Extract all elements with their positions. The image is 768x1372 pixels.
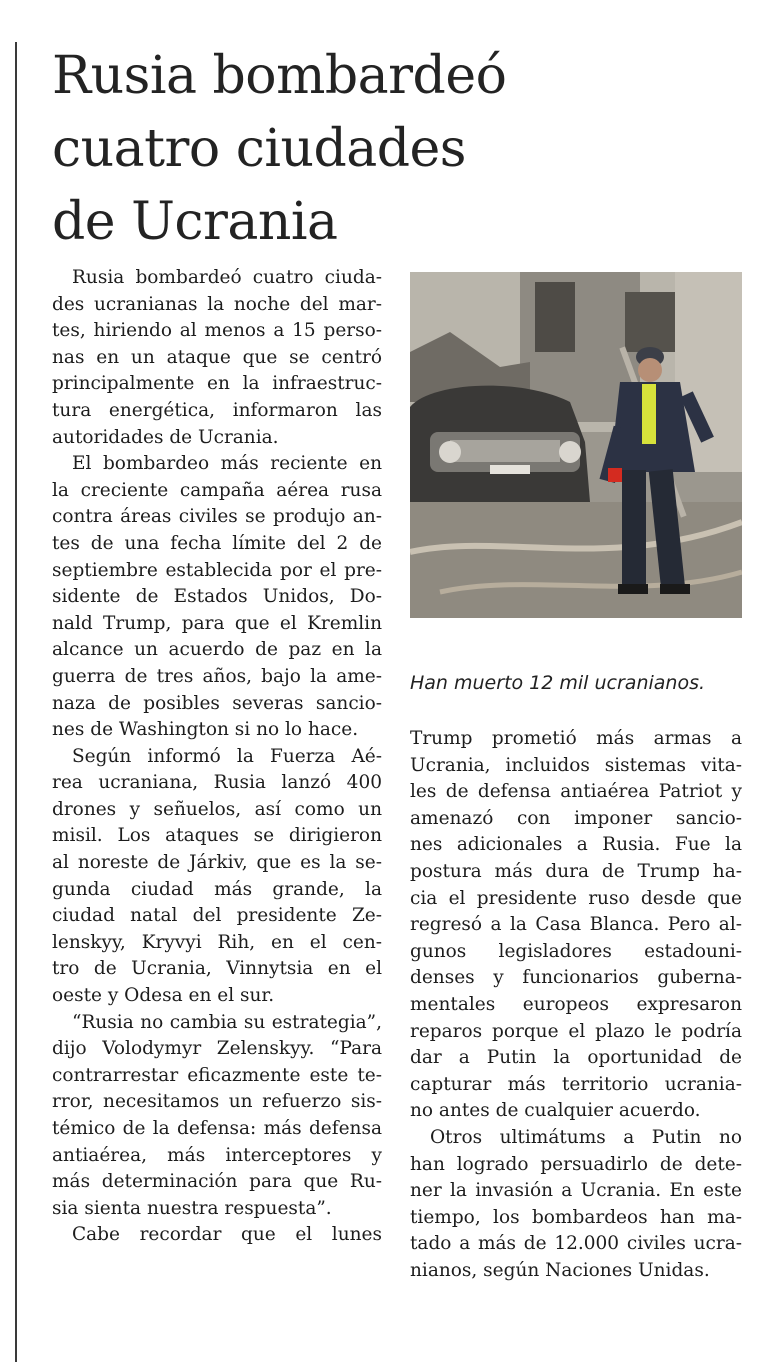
body-line: postura más dura de Trump ha- <box>410 860 742 882</box>
headline-line: Rusia bombardeó <box>52 46 507 106</box>
body-line: tro de Ucrania, Vinnytsia en el <box>52 958 382 980</box>
body-line: autoridades de Ucrania. <box>52 426 279 448</box>
body-line: rea ucraniana, Rusia lanzó 400 <box>52 772 382 794</box>
headline-line: de Ucrania <box>52 192 338 252</box>
body-line: tes de una fecha límite del 2 de <box>52 532 382 554</box>
body-line: dijo Volodymyr Zelenskyy. “Para <box>52 1038 382 1060</box>
body-line: no antes de cualquier acuerdo. <box>410 1100 701 1122</box>
photo-illustration <box>410 272 742 618</box>
body-line: Otros ultimátums a Putin no <box>430 1126 742 1148</box>
body-line: regresó a la Casa Blanca. Pero al- <box>410 914 742 936</box>
article-body-right-column <box>410 726 742 1284</box>
body-line: denses y funcionarios guberna- <box>410 967 742 989</box>
body-line: contrarrestar eficazmente este te- <box>52 1064 382 1086</box>
body-line: oeste y Odesa en el sur. <box>52 985 275 1007</box>
body-line: les de defensa antiaérea Patriot y <box>410 781 742 803</box>
body-line: nes adicionales a Rusia. Fue la <box>410 834 742 856</box>
body-line: contra áreas civiles se produjo an- <box>52 506 382 528</box>
body-line: sidente de Estados Unidos, Do- <box>52 586 382 608</box>
body-line: Rusia bombardeó cuatro ciuda- <box>72 267 382 288</box>
photo-caption: Han muerto 12 mil ucranianos. <box>410 672 706 694</box>
article-body-left-column <box>52 265 382 1249</box>
headline-line: cuatro ciudades <box>52 119 466 179</box>
body-line: reparos porque el plazo le podría <box>410 1020 742 1042</box>
rescue-worker-photo <box>410 272 742 618</box>
body-line: la creciente campaña aérea rusa <box>52 479 382 501</box>
body-line: mentales europeos expresaron <box>410 993 742 1015</box>
body-line: drones y señuelos, así como un <box>52 798 382 820</box>
body-line: han logrado persuadirlo de dete- <box>410 1153 742 1175</box>
body-line: guerra de tres años, bajo la ame- <box>52 665 382 687</box>
body-line: ciudad natal del presidente Ze- <box>52 905 382 927</box>
column-rule <box>15 42 17 1362</box>
body-line: Cabe recordar que el lunes <box>72 1224 382 1246</box>
body-line: nas en un ataque que se centró <box>52 346 382 368</box>
body-line: tiempo, los bombardeos han ma- <box>410 1206 742 1228</box>
body-line: lenskyy, Kryvyi Rih, en el cen- <box>52 931 382 953</box>
body-line: gunda ciudad más grande, la <box>52 878 382 900</box>
body-line: ner la invasión a Ucrania. En este <box>410 1180 742 1202</box>
body-line: principalmente en la infraestruc- <box>52 373 382 395</box>
body-line: El bombardeo más reciente en <box>72 453 382 475</box>
body-line: septiembre establecida por el pre- <box>52 559 382 581</box>
body-line: cia el presidente ruso desde que <box>410 887 742 909</box>
body-line: nes de Washington si no lo hace. <box>52 719 359 741</box>
body-line: nald Trump, para que el Kremlin <box>52 612 382 634</box>
body-line: sia sienta nuestra respuesta”. <box>52 1197 332 1219</box>
body-line: témico de la defensa: más defensa <box>52 1118 382 1139</box>
body-line: dar a Putin la oportunidad de <box>410 1047 742 1069</box>
headline <box>52 40 732 259</box>
body-line: tura energética, informaron las <box>52 399 382 421</box>
body-line: naza de posibles severas sancio- <box>52 692 382 714</box>
body-line: misil. Los ataques se dirigieron <box>52 825 382 847</box>
body-line: al noreste de Járkiv, que es la se- <box>52 852 382 874</box>
body-line: gunos legisladores estadouni- <box>410 940 742 962</box>
body-line: amenazó con imponer sancio- <box>410 807 742 829</box>
body-line: tado a más de 12.000 civiles ucra- <box>410 1233 742 1255</box>
body-line: rror, necesitamos un refuerzo sis- <box>52 1091 382 1113</box>
body-line: más determinación para que Ru- <box>52 1171 382 1193</box>
body-line: “Rusia no cambia su estrategia”, <box>72 1011 382 1033</box>
body-line: Según informó la Fuerza Aé- <box>72 745 382 767</box>
body-line: tes, hiriendo al menos a 15 perso- <box>52 320 382 342</box>
body-line: capturar más territorio ucrania- <box>410 1073 742 1095</box>
body-line: des ucranianas la noche del mar- <box>52 293 382 315</box>
body-line: Trump prometió más armas a <box>410 728 742 749</box>
body-line: antiaérea, más interceptores y <box>52 1144 382 1166</box>
body-line: Ucrania, incluidos sistemas vita- <box>410 754 742 776</box>
body-line: alcance un acuerdo de paz en la <box>52 639 382 661</box>
body-line: nianos, según Naciones Unidas. <box>410 1259 710 1281</box>
